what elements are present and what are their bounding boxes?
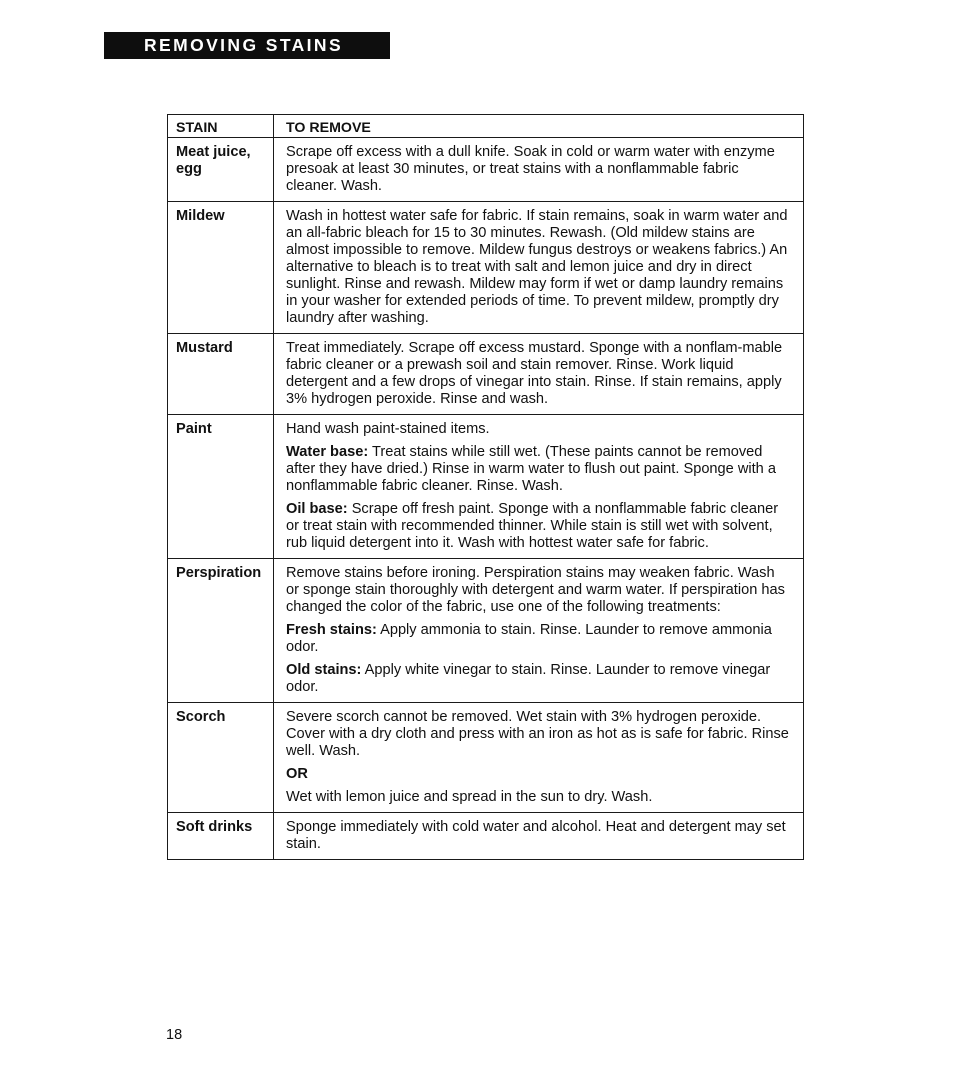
removal-instructions: [274, 813, 804, 860]
table-row: [168, 334, 804, 415]
stain-name: Perspiration: [168, 559, 274, 703]
instruction-paragraph: [286, 444, 789, 495]
removal-instructions: [274, 138, 804, 202]
page-number: 18: [166, 1027, 183, 1043]
instruction-paragraph: [286, 565, 789, 616]
removal-instructions: [274, 703, 804, 813]
column-header-stain: STAIN: [168, 115, 274, 138]
table-row: [168, 703, 804, 813]
table-row: [168, 202, 804, 334]
alternative-instruction: Wet with lemon juice and spread in the sun to dry. Wash.: [286, 789, 653, 805]
instruction-lead-label: Fresh stains:: [286, 622, 377, 638]
instruction-paragraph: [286, 662, 789, 696]
column-header-to-remove: TO REMOVE: [274, 115, 804, 138]
stain-name: Mildew: [168, 202, 274, 334]
instruction-text: Severe scorch cannot be removed. Wet stain with 3% hydrogen peroxide. Cover with a dry cloth and press with an iron as hot as is safe for fabric. Rinse well. Wash.: [286, 709, 789, 759]
table-row: [168, 138, 804, 202]
instruction-lead-label: Old stains:: [286, 662, 362, 678]
or-separator: OR: [286, 766, 308, 782]
instruction-text: Treat stains while still wet. (These paints cannot be removed after they have dried.) Rinse in warm water to flush out paint. Sponge with a nonflammable fabric cleaner. Rinse. Wash.: [286, 444, 776, 494]
instruction-paragraph: [286, 208, 789, 327]
instruction-text: Remove stains before ironing. Perspiration stains may weaken fabric. Wash or sponge stain thoroughly with detergent and warm water. If perspiration has changed the color of the fabric, use one of the following treatments:: [286, 565, 785, 615]
instruction-lead-label: Water base:: [286, 444, 369, 460]
stain-name: Meat juice, egg: [168, 138, 274, 202]
stain-name: Mustard: [168, 334, 274, 415]
instruction-text: Treat immediately. Scrape off excess mustard. Sponge with a nonflam-mable fabric cleaner or a prewash soil and stain remover. Rinse. Work liquid detergent and a few drops of vinegar into stain. Rinse. If stain remains, apply 3% hydrogen peroxide. Rinse and wash.: [286, 340, 783, 407]
instruction-paragraph: [286, 622, 789, 656]
instruction-text: Scrape off excess with a dull knife. Soak in cold or warm water with enzyme presoak at least 30 minutes, or treat stains with a nonflammable fabric cleaner. Wash.: [286, 144, 775, 194]
instruction-paragraph: [286, 144, 789, 195]
removal-instructions: [274, 334, 804, 415]
instruction-text: Sponge immediately with cold water and alcohol. Heat and detergent may set stain.: [286, 819, 786, 852]
table-body: [168, 138, 804, 860]
instruction-text: Apply ammonia to stain. Rinse. Launder to remove ammonia odor.: [286, 622, 772, 655]
instruction-paragraph: [286, 501, 789, 552]
table-row: [168, 415, 804, 559]
stain-name: Paint: [168, 415, 274, 559]
table-header-row: [168, 115, 804, 138]
instruction-paragraph: [286, 709, 789, 760]
stain-name: Soft drinks: [168, 813, 274, 860]
section-header-bar: [104, 32, 390, 59]
removal-instructions: [274, 202, 804, 334]
instruction-text: Wash in hottest water safe for fabric. If stain remains, soak in warm water and an all-fabric bleach for 15 to 30 minutes. Rewash. (Old mildew stains are almost impossible to remove. Mildew fungus destroys or weakens fabrics.) An alternative to bleach is to treat with salt and lemon juice and dry in direct sunlight. Rinse and rewash. Mildew may form if wet or damp laundry remains in your washer for extended periods of time. To prevent mildew, promptly dry laundry after washing.: [286, 208, 788, 326]
table-row: [168, 559, 804, 703]
stain-removal-table: [167, 114, 804, 860]
instruction-paragraph: [286, 421, 789, 438]
instruction-paragraph: [286, 819, 789, 853]
instruction-text: Hand wash paint-stained items.: [286, 421, 490, 437]
instruction-paragraph: [286, 340, 789, 408]
removal-instructions: [274, 415, 804, 559]
stain-name: Scorch: [168, 703, 274, 813]
instruction-lead-label: Oil base:: [286, 501, 348, 517]
section-title: REMOVING STAINS: [144, 35, 344, 55]
instruction-text: Scrape off fresh paint. Sponge with a nonflammable fabric cleaner or treat stain with recommended thinner. While stain is still wet with solvent, rub liquid detergent into it. Wash with hottest water safe for fabric.: [286, 501, 779, 551]
table-row: [168, 813, 804, 860]
instruction-text: Apply white vinegar to stain. Rinse. Launder to remove vinegar odor.: [286, 662, 771, 695]
removal-instructions: [274, 559, 804, 703]
